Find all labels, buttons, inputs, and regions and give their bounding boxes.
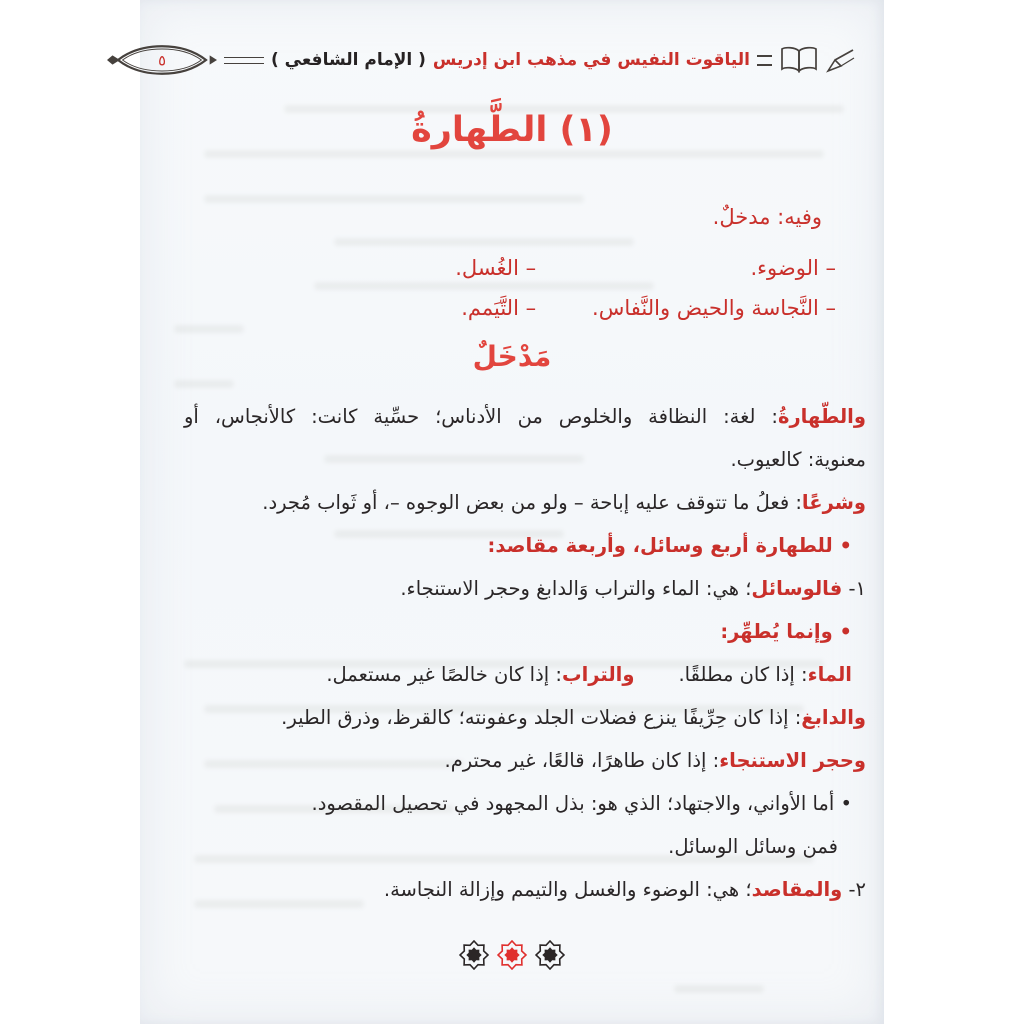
text-segment: : إذا كان مطلقًا. (678, 663, 808, 686)
means-of-means (184, 832, 866, 861)
text-segment: ١- (842, 577, 866, 600)
text-segment: فمن وسائل الوسائل. (668, 835, 838, 858)
text-segment: والتراب (561, 663, 635, 686)
text-segment: فالوسائل (751, 577, 843, 600)
text-segment: • وإنما يُطهِّر: (720, 620, 852, 643)
text-segment: والمقاصد (751, 878, 843, 901)
chapter-contents-list (184, 248, 836, 328)
star-icon-black (459, 940, 489, 970)
taharah-lexical-continued (184, 445, 866, 474)
writing-pen-icon (826, 47, 856, 73)
means-list (184, 574, 866, 603)
text-segment: : إذا كان طاهرًا، قالعًا، غير محترم. (444, 749, 720, 772)
what-purifies-heading (184, 617, 866, 646)
book-title: الياقوت النفيس في مذهب ابن إدريس (432, 50, 750, 70)
book-page (140, 0, 884, 1024)
text-segment: ٢- (842, 878, 866, 901)
section-heading: مَدْخَلٌ (472, 340, 552, 373)
taharah-lexical-definition (184, 402, 866, 431)
contents-item: – النَّجاسة والحيض والنَّفاس. (592, 296, 836, 320)
text-segment: والدابغ (801, 706, 866, 729)
text-segment: وشرعًا (801, 491, 866, 514)
body-text (184, 402, 866, 918)
istinja-stone-condition (184, 746, 866, 775)
page-header (158, 40, 856, 80)
contents-row (184, 288, 836, 328)
text-segment: معنوية: كالعيوب. (730, 448, 866, 471)
star-icon-black (535, 940, 565, 970)
book-subtitle: ( الإمام الشافعي ) (270, 50, 426, 70)
text-segment: : إذا كان حِرِّيفًا ينزع فضلات الجلد وعفونته؛ كالقرظ، وذرق الطير. (281, 706, 802, 729)
tanning-agent-condition (184, 703, 866, 732)
page-number-ornament (107, 43, 217, 77)
text-segment: وحجر الاستنجاء (719, 749, 866, 772)
open-book-icon (779, 45, 819, 75)
contents-item: – الغُسل. (455, 256, 537, 280)
chapter-intro: وفيه: مدخلٌ. (712, 205, 822, 229)
header-rule (224, 57, 264, 64)
equals-ornament (757, 55, 772, 66)
water-and-soil-conditions (184, 660, 866, 689)
text-segment: ؛ هي: الماء والتراب وَالدابغ وحجر الاستنجاء. (400, 577, 752, 600)
text-segment: والطّهارةُ (777, 405, 866, 428)
text-segment: • للطهارة أربع وسائل، وأربعة مقاصد: (487, 534, 852, 557)
footer-ornament (140, 940, 884, 970)
text-segment: ؛ هي: الوضوء والغسل والتيمم وإزالة النجاسة. (383, 878, 752, 901)
text-segment: : لغة: النظافة والخلوص من الأدناس؛ حسِّية كانت: كالأنجاس، أو (184, 405, 778, 428)
chapter-title: (١) الطَّهارةُ (411, 110, 613, 150)
page-number: ٥ (158, 52, 166, 70)
means-and-purposes-heading (184, 531, 866, 560)
text-segment: : إذا كان خالصًا غير مستعمل. (326, 663, 562, 686)
purposes-list (184, 875, 866, 904)
vessels-and-ijtihad (184, 789, 866, 818)
contents-item: – الوضوء. (750, 256, 836, 280)
contents-row (184, 248, 836, 288)
text-segment: الماء (807, 663, 852, 686)
star-icon-red (497, 940, 527, 970)
text-segment: • أما الأواني، والاجتهاد؛ الذي هو: بذل المجهود في تحصيل المقصود. (311, 792, 852, 815)
taharah-legal-definition (184, 488, 866, 517)
contents-item: – التَّيَمم. (461, 296, 537, 320)
text-segment: : فعلُ ما تتوقف عليه إباحة – ولو من بعض الوجوه –، أو ثَواب مُجرد. (262, 491, 802, 514)
